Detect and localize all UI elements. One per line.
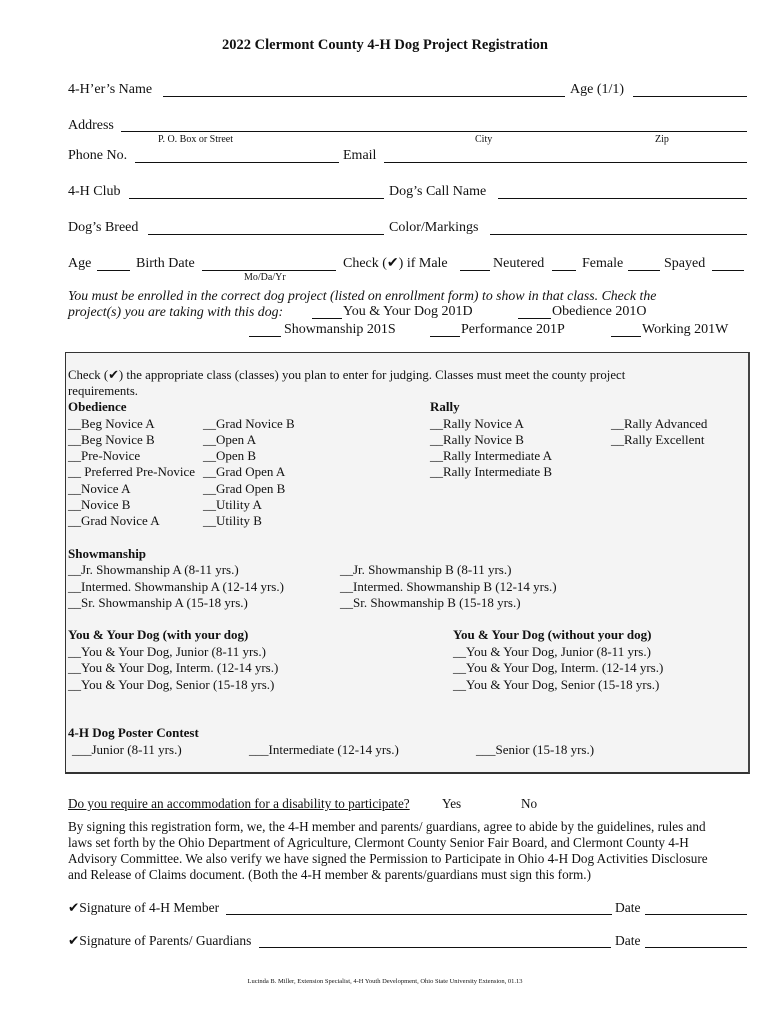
city-caption: City — [475, 134, 493, 145]
mo-da-yr-caption: Mo/Da/Yr — [244, 272, 286, 283]
class-option[interactable]: __Beg Novice B — [68, 432, 155, 447]
breed-label: Dog’s Breed — [68, 220, 139, 235]
obedience-heading: Obedience — [68, 399, 127, 414]
class-option[interactable]: __Pre-Novice — [68, 448, 141, 463]
enroll-note-line1: You must be enrolled in the correct dog project (listed on enrollment form) to show in that class. Check the — [68, 288, 657, 303]
class-option[interactable]: ___Intermediate (12-14 yrs.) — [249, 742, 399, 757]
email-field[interactable] — [384, 162, 747, 163]
class-option[interactable]: __Rally Novice B — [430, 432, 524, 447]
neutered-field[interactable] — [552, 270, 576, 271]
enroll-note-line2: project(s) you are taking with this dog: — [68, 304, 284, 319]
box-intro-line1: Check (✔) the appropriate class (classes) you plan to enter for judging. Classes must meet the county project — [68, 368, 626, 382]
class-option[interactable]: __Grad Open A — [203, 464, 286, 479]
obedience-project-label: Obedience 201O — [552, 304, 647, 319]
working-project-label: Working 201W — [642, 322, 729, 337]
name-field[interactable] — [163, 96, 565, 97]
performance-project-check[interactable] — [430, 336, 460, 337]
name-label: 4-H’er’s Name — [68, 82, 153, 97]
class-option[interactable]: __You & Your Dog, Junior (8-11 yrs.) — [68, 644, 266, 659]
check-male-label: Check (✔) if Male — [343, 256, 448, 271]
class-option[interactable]: __You & Your Dog, Senior (15-18 yrs.) — [453, 677, 660, 692]
club-field[interactable] — [129, 198, 384, 199]
class-option[interactable]: __Sr. Showmanship A (15-18 yrs.) — [68, 595, 248, 610]
class-option[interactable]: __Rally Intermediate A — [430, 448, 553, 463]
showmanship-project-check[interactable] — [249, 336, 281, 337]
birth-date-field[interactable] — [202, 270, 336, 271]
class-option[interactable]: __You & Your Dog, Interm. (12-14 yrs.) — [453, 660, 664, 675]
class-option[interactable]: __You & Your Dog, Senior (15-18 yrs.) — [68, 677, 275, 692]
spayed-label: Spayed — [664, 256, 706, 271]
parents-date-field[interactable] — [645, 947, 747, 948]
page-title: 2022 Clermont County 4-H Dog Project Registration — [222, 37, 548, 53]
member-signature-field[interactable] — [226, 914, 612, 915]
parents-signature-label: ✔Signature of Parents/ Guardians — [68, 933, 252, 948]
accommodation-question: Do you require an accommodation for a disability to participate? — [68, 796, 410, 811]
phone-label: Phone No. — [68, 148, 128, 163]
performance-project-label: Performance 201P — [461, 322, 565, 337]
class-option[interactable]: __Open A — [203, 432, 257, 447]
class-option[interactable]: __Beg Novice A — [68, 416, 155, 431]
phone-field[interactable] — [135, 162, 339, 163]
class-option[interactable]: __Open B — [203, 448, 257, 463]
parents-date-label: Date — [615, 933, 641, 948]
class-option[interactable]: __ Preferred Pre-Novice — [68, 464, 196, 479]
class-option[interactable]: __Rally Novice A — [430, 416, 524, 431]
female-field[interactable] — [628, 270, 660, 271]
accommodation-no[interactable]: No — [521, 796, 538, 811]
class-option[interactable]: __Grad Novice B — [203, 416, 295, 431]
club-label: 4-H Club — [68, 184, 121, 199]
poster-contest-heading: 4-H Dog Poster Contest — [68, 725, 199, 740]
member-date-field[interactable] — [645, 914, 747, 915]
agreement-line: laws set forth by the Ohio Department of Agriculture, Clermont County Senior Fair Board, and Clermont County 4-H — [68, 835, 689, 850]
class-option[interactable]: __Intermed. Showmanship B (12-14 yrs.) — [340, 579, 557, 594]
address-label: Address — [68, 118, 114, 133]
class-option[interactable]: __Utility A — [203, 497, 262, 512]
accommodation-yes[interactable]: Yes — [442, 796, 462, 811]
age-label: Age — [68, 256, 92, 271]
age-field[interactable] — [97, 270, 130, 271]
spayed-field[interactable] — [712, 270, 744, 271]
class-option[interactable]: __Rally Advanced — [611, 416, 708, 431]
neutered-label: Neutered — [493, 256, 545, 271]
yyd-without-heading: You & Your Dog (without your dog) — [453, 627, 652, 642]
agreement-line: By signing this registration form, we, the 4-H member and parents/ guardians, agree to abide by the guidelines, rules and — [68, 819, 706, 834]
class-option[interactable]: __Grad Open B — [203, 481, 286, 496]
email-label: Email — [343, 148, 377, 163]
showmanship-heading: Showmanship — [68, 546, 147, 561]
female-label: Female — [582, 256, 624, 271]
you-your-dog-project-label: You & Your Dog 201D — [343, 304, 473, 319]
class-option[interactable]: __Rally Excellent — [611, 432, 705, 447]
yyd-with-heading: You & Your Dog (with your dog) — [68, 627, 249, 642]
class-option[interactable]: __Novice A — [68, 481, 131, 496]
birth-date-label: Birth Date — [136, 256, 195, 271]
color-label: Color/Markings — [389, 220, 479, 235]
class-option[interactable]: __Intermed. Showmanship A (12-14 yrs.) — [68, 579, 284, 594]
po-box-caption: P. O. Box or Street — [158, 134, 233, 145]
class-option[interactable]: __Grad Novice A — [68, 513, 160, 528]
you-your-dog-project-check[interactable] — [312, 318, 342, 319]
working-project-check[interactable] — [611, 336, 641, 337]
rally-heading: Rally — [430, 399, 460, 414]
address-field[interactable] — [121, 131, 747, 132]
member-signature-label: ✔Signature of 4-H Member — [68, 900, 220, 915]
class-option[interactable]: ___Junior (8-11 yrs.) — [72, 742, 182, 757]
member-date-label: Date — [615, 900, 641, 915]
class-option[interactable]: __You & Your Dog, Junior (8-11 yrs.) — [453, 644, 651, 659]
parents-signature-field[interactable] — [259, 947, 611, 948]
age-11-label: Age (1/1) — [570, 82, 625, 97]
class-option[interactable]: __Jr. Showmanship B (8-11 yrs.) — [340, 562, 512, 577]
class-option[interactable]: __Novice B — [68, 497, 131, 512]
showmanship-project-label: Showmanship 201S — [284, 322, 396, 337]
agreement-line: Advisory Committee. We also verify we have signed the Permission to Participate in Ohio 4-H Dog Activities Disclosure — [68, 851, 708, 866]
breed-field[interactable] — [148, 234, 384, 235]
class-option[interactable]: __You & Your Dog, Interm. (12-14 yrs.) — [68, 660, 279, 675]
obedience-project-check[interactable] — [518, 318, 551, 319]
class-option[interactable]: ___Senior (15-18 yrs.) — [476, 742, 595, 757]
zip-caption: Zip — [655, 134, 669, 145]
male-field[interactable] — [460, 270, 490, 271]
box-intro-line2: requirements. — [68, 384, 139, 398]
call-name-label: Dog’s Call Name — [389, 184, 487, 199]
class-option[interactable]: __Sr. Showmanship B (15-18 yrs.) — [340, 595, 521, 610]
age-11-field[interactable] — [633, 96, 747, 97]
class-option[interactable]: __Rally Intermediate B — [430, 464, 553, 479]
footer-credit: Lucinda B. Miller, Extension Specialist, 4-H Youth Development, Ohio State University Extension, 01.13 — [247, 978, 523, 985]
call-name-field[interactable] — [498, 198, 747, 199]
color-field[interactable] — [490, 234, 747, 235]
class-option[interactable]: __Jr. Showmanship A (8-11 yrs.) — [68, 562, 239, 577]
agreement-line: and Release of Claims document. (Both the 4-H member & parents/guardians must sign this form.) — [68, 867, 591, 882]
class-option[interactable]: __Utility B — [203, 513, 262, 528]
